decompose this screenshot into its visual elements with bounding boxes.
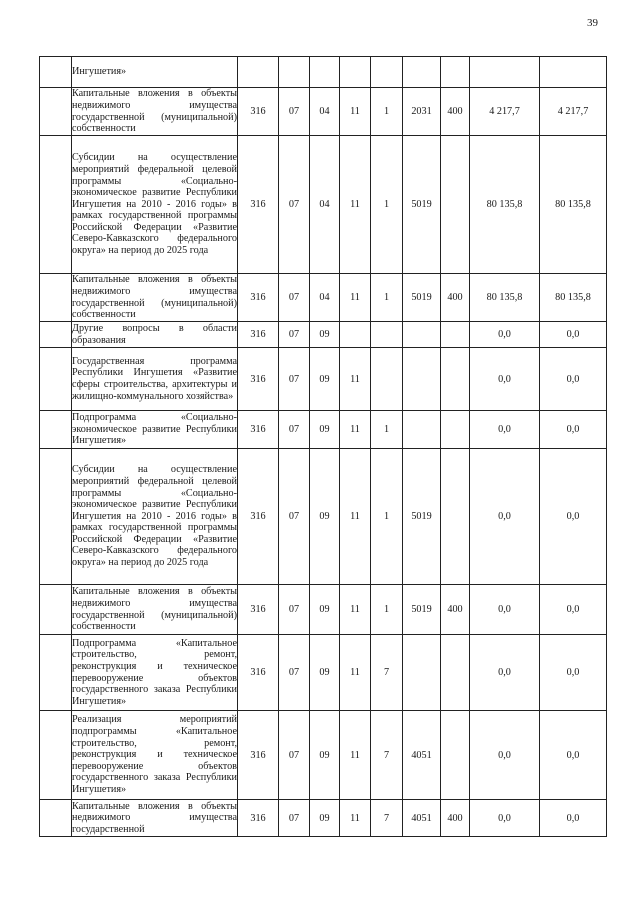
cell-program: 11 bbox=[340, 635, 371, 711]
cell-vr bbox=[441, 348, 470, 411]
cell-rz: 07 bbox=[279, 449, 310, 585]
cell-rz: 07 bbox=[279, 136, 310, 274]
row-blank-cell bbox=[40, 322, 72, 348]
table-body bbox=[40, 57, 607, 837]
cell-sum-2: 0,0 bbox=[540, 348, 607, 411]
cell-subprogram: 1 bbox=[371, 136, 403, 274]
cell-direction: 5019 bbox=[403, 585, 441, 635]
cell-sum-2: 4 217,7 bbox=[540, 88, 607, 136]
cell-pr: 09 bbox=[310, 449, 340, 585]
table-row bbox=[40, 348, 607, 411]
cell-rz: 07 bbox=[279, 585, 310, 635]
cell-pr: 09 bbox=[310, 411, 340, 449]
cell-pr: 04 bbox=[310, 88, 340, 136]
cell-vr bbox=[441, 449, 470, 585]
cell-sum-1: 0,0 bbox=[470, 322, 540, 348]
row-blank-cell bbox=[40, 57, 72, 88]
cell-rz: 07 bbox=[279, 800, 310, 837]
cell-program: 11 bbox=[340, 711, 371, 800]
cell-pr bbox=[310, 57, 340, 88]
cell-program: 11 bbox=[340, 88, 371, 136]
cell-sum-2 bbox=[540, 57, 607, 88]
table-row bbox=[40, 449, 607, 585]
cell-direction bbox=[403, 322, 441, 348]
row-blank-cell bbox=[40, 348, 72, 411]
cell-program: 11 bbox=[340, 800, 371, 837]
cell-ved: 316 bbox=[238, 348, 279, 411]
cell-direction: 5019 bbox=[403, 274, 441, 322]
cell-sum-2: 80 135,8 bbox=[540, 274, 607, 322]
row-name: Государственная программа Республики Ингушетия «Развитие сферы строительства, архитектуры и жилищно-коммунального хозяйства» bbox=[72, 348, 238, 411]
row-blank-cell bbox=[40, 585, 72, 635]
cell-sum-2: 0,0 bbox=[540, 449, 607, 585]
cell-sum-1: 0,0 bbox=[470, 585, 540, 635]
row-name: Ингушетия» bbox=[72, 57, 238, 88]
cell-direction: 4051 bbox=[403, 800, 441, 837]
cell-program: 11 bbox=[340, 274, 371, 322]
cell-rz: 07 bbox=[279, 411, 310, 449]
cell-program: 11 bbox=[340, 348, 371, 411]
cell-subprogram: 7 bbox=[371, 711, 403, 800]
cell-subprogram: 1 bbox=[371, 585, 403, 635]
cell-vr: 400 bbox=[441, 585, 470, 635]
cell-program bbox=[340, 57, 371, 88]
cell-subprogram: 1 bbox=[371, 88, 403, 136]
cell-ved: 316 bbox=[238, 411, 279, 449]
cell-pr: 09 bbox=[310, 711, 340, 800]
cell-sum-1: 0,0 bbox=[470, 411, 540, 449]
row-name: Капитальные вложения в объекты недвижимого имущества государственной bbox=[72, 800, 237, 835]
cell-program: 11 bbox=[340, 449, 371, 585]
table-row bbox=[40, 88, 607, 136]
cell-subprogram bbox=[371, 322, 403, 348]
cell-direction bbox=[403, 635, 441, 711]
cell-subprogram: 1 bbox=[371, 449, 403, 585]
cell-rz: 07 bbox=[279, 274, 310, 322]
cell-program: 11 bbox=[340, 411, 371, 449]
row-name: Другие вопросы в области образования bbox=[72, 322, 237, 346]
cell-sum-1: 80 135,8 bbox=[470, 274, 540, 322]
table-row bbox=[40, 411, 607, 449]
cell-ved: 316 bbox=[238, 88, 279, 136]
cell-direction: 2031 bbox=[403, 88, 441, 136]
row-blank-cell bbox=[40, 411, 72, 449]
row-blank-cell bbox=[40, 88, 72, 136]
cell-subprogram bbox=[371, 57, 403, 88]
cell-rz: 07 bbox=[279, 88, 310, 136]
cell-direction: 5019 bbox=[403, 449, 441, 585]
cell-pr: 04 bbox=[310, 136, 340, 274]
row-blank-cell bbox=[40, 274, 72, 322]
cell-ved: 316 bbox=[238, 322, 279, 348]
cell-ved bbox=[238, 57, 279, 88]
cell-program bbox=[340, 322, 371, 348]
cell-rz bbox=[279, 57, 310, 88]
cell-pr: 09 bbox=[310, 348, 340, 411]
cell-vr bbox=[441, 57, 470, 88]
cell-sum-1: 0,0 bbox=[470, 449, 540, 585]
table-row bbox=[40, 322, 607, 348]
cell-ved: 316 bbox=[238, 711, 279, 800]
row-name: Субсидии на осуществление мероприятий федеральной целевой программы «Социально-экономическое развитие Республики Ингушетия на 2010 - 2016 годы» в рамках государственной программы Российской Федерации «Развитие Северо-Кавказского федерального округа» на период до 2025 года bbox=[72, 449, 238, 585]
cell-pr: 09 bbox=[310, 585, 340, 635]
cell-sum-2: 0,0 bbox=[540, 585, 607, 635]
cell-vr bbox=[441, 711, 470, 800]
table-row bbox=[40, 57, 607, 88]
cell-rz: 07 bbox=[279, 348, 310, 411]
cell-vr bbox=[441, 411, 470, 449]
cell-sum-2: 0,0 bbox=[540, 322, 607, 348]
cell-sum-2: 0,0 bbox=[540, 711, 607, 800]
cell-vr bbox=[441, 322, 470, 348]
cell-ved: 316 bbox=[238, 800, 279, 837]
cell-sum-2: 80 135,8 bbox=[540, 136, 607, 274]
cell-subprogram: 1 bbox=[371, 411, 403, 449]
row-name: Подпрограмма «Социально-экономическое развитие Республики Ингушетия» bbox=[72, 411, 238, 449]
cell-sum-1 bbox=[470, 57, 540, 88]
table-row bbox=[40, 136, 607, 274]
cell-pr: 04 bbox=[310, 274, 340, 322]
cell-rz: 07 bbox=[279, 322, 310, 348]
cell-direction bbox=[403, 57, 441, 88]
row-name: Реализация мероприятий подпрограммы «Капитальное строительство, ремонт, реконструкция и техническое перевооружение объектов государственного заказа Республики Ингушетия» bbox=[72, 711, 238, 800]
row-name: Субсидии на осуществление мероприятий федеральной целевой программы «Социально-экономическое развитие Республики Ингушетия на 2010 - 2016 годы» в рамках государственной программы Российской Федерации «Развитие Северо-Кавказского федерального округа» на период до 2025 года bbox=[72, 136, 238, 274]
cell-subprogram: 1 bbox=[371, 274, 403, 322]
cell-rz: 07 bbox=[279, 635, 310, 711]
cell-program: 11 bbox=[340, 585, 371, 635]
cell-subprogram bbox=[371, 348, 403, 411]
cell-pr: 09 bbox=[310, 800, 340, 837]
cell-subprogram: 7 bbox=[371, 800, 403, 837]
row-blank-cell bbox=[40, 635, 72, 711]
cell-vr: 400 bbox=[441, 800, 470, 837]
cell-ved: 316 bbox=[238, 274, 279, 322]
cell-vr bbox=[441, 635, 470, 711]
cell-sum-2: 0,0 bbox=[540, 411, 607, 449]
row-name: Капитальные вложения в объекты недвижимого имущества государственной (муниципальной) собственности bbox=[72, 585, 238, 635]
cell-ved: 316 bbox=[238, 449, 279, 585]
cell-sum-1: 0,0 bbox=[470, 711, 540, 800]
cell-vr: 400 bbox=[441, 88, 470, 136]
cell-sum-2: 0,0 bbox=[540, 800, 607, 837]
budget-table bbox=[39, 56, 607, 837]
cell-direction: 5019 bbox=[403, 136, 441, 274]
table-row bbox=[40, 585, 607, 635]
cell-sum-2: 0,0 bbox=[540, 635, 607, 711]
cell-sum-1: 0,0 bbox=[470, 348, 540, 411]
row-name: Подпрограмма «Капитальное строительство, ремонт, реконструкция и техническое перевооружение объектов государственного заказа Республики Ингушетия» bbox=[72, 635, 238, 711]
cell-program: 11 bbox=[340, 136, 371, 274]
row-blank-cell bbox=[40, 800, 72, 837]
cell-ved: 316 bbox=[238, 585, 279, 635]
cell-ved: 316 bbox=[238, 635, 279, 711]
table-row bbox=[40, 274, 607, 322]
cell-pr: 09 bbox=[310, 635, 340, 711]
row-blank-cell bbox=[40, 136, 72, 274]
cell-rz: 07 bbox=[279, 711, 310, 800]
row-name: Капитальные вложения в объекты недвижимого имущества государственной (муниципальной) собственности bbox=[72, 274, 237, 321]
table-row bbox=[40, 711, 607, 800]
row-blank-cell bbox=[40, 711, 72, 800]
cell-ved: 316 bbox=[238, 136, 279, 274]
cell-vr: 400 bbox=[441, 274, 470, 322]
cell-sum-1: 80 135,8 bbox=[470, 136, 540, 274]
cell-direction bbox=[403, 348, 441, 411]
cell-sum-1: 0,0 bbox=[470, 800, 540, 837]
row-blank-cell bbox=[40, 449, 72, 585]
cell-direction bbox=[403, 411, 441, 449]
cell-subprogram: 7 bbox=[371, 635, 403, 711]
cell-pr: 09 bbox=[310, 322, 340, 348]
table-row bbox=[40, 635, 607, 711]
cell-direction: 4051 bbox=[403, 711, 441, 800]
row-name: Капитальные вложения в объекты недвижимого имущества государственной (муниципальной) собственности bbox=[72, 88, 237, 135]
table-row bbox=[40, 800, 607, 837]
cell-vr bbox=[441, 136, 470, 274]
cell-sum-1: 4 217,7 bbox=[470, 88, 540, 136]
page-number: 39 bbox=[587, 17, 598, 29]
cell-sum-1: 0,0 bbox=[470, 635, 540, 711]
